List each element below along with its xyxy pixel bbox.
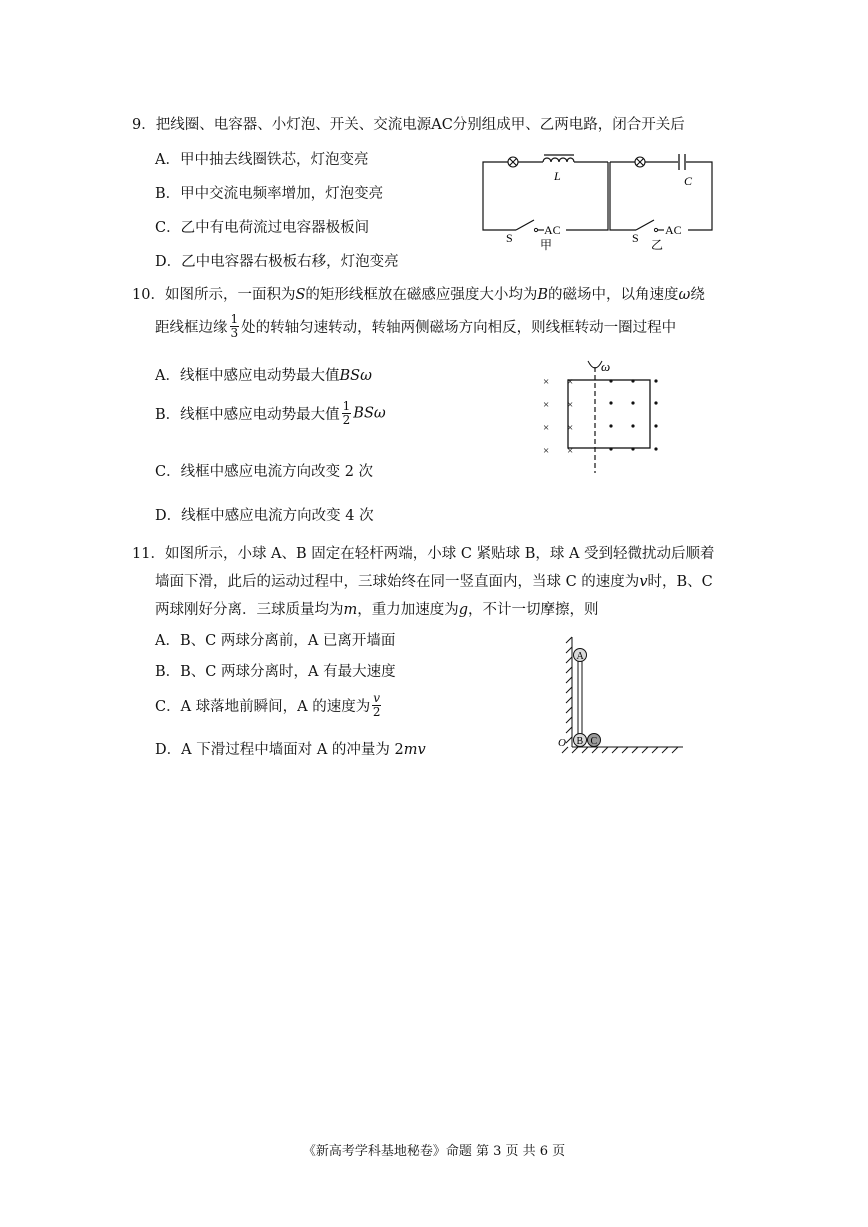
fraction-one-half: $\frac{1}{2}$ [342, 399, 351, 427]
q9-option-d: D．乙中电容器右极板右移，灯泡变亮 [155, 254, 399, 270]
cross-mark: × [567, 445, 574, 457]
page-footer: 《新高考学科基地秘卷》命题 第 3 页 共 6 页 [302, 1144, 566, 1159]
source-label-left: AC [544, 223, 561, 237]
capacitor-label: C [684, 174, 693, 188]
q11-stem-line3: 两球刚好分离．三球质量均为m，重力加速度为g，不计一切摩擦，则 [155, 602, 599, 618]
fraction-v-over-2: $\frac{v}{2}$ [372, 691, 381, 719]
caption-yi: 乙 [651, 238, 664, 252]
fraction-one-third: $\frac{1}{3}$ [230, 312, 239, 340]
omega-label: ω [601, 359, 611, 374]
switch-label-right: S [632, 231, 639, 245]
switch-label-left: S [506, 231, 513, 245]
floor-hatching [562, 747, 683, 753]
inductor-label: L [554, 169, 561, 183]
field-crosses [543, 376, 573, 457]
wall-hatching [566, 637, 572, 747]
capacitor-icon [679, 154, 685, 170]
q9-option-b: B．甲中交流电频率增加，灯泡变亮 [155, 186, 384, 202]
lamp-icon [635, 157, 645, 167]
q11-option-c: C．A 球落地前瞬间，A 的速度为 $\frac{v}{2}$ [155, 691, 381, 719]
cross-mark: × [543, 399, 550, 411]
cross-mark: × [543, 376, 550, 388]
light-rod [578, 657, 582, 735]
q10-option-d: D．线框中感应电流方向改变 4 次 [155, 508, 374, 524]
q10-option-c: C．线框中感应电流方向改变 2 次 [155, 464, 374, 480]
ball-a [574, 649, 587, 663]
q10-stem-line2: 距线框边缘 $\frac{1}{3}$ 处的转轴匀速转动，转轴两侧磁场方向相反，则线框转动一圈过程中 [155, 312, 677, 340]
q10-magnetic-field-figure [535, 355, 670, 475]
q11-stem-line1: 11．如图所示，小球 A、B 固定在轻杆两端，小球 C 紧贴球 B，球 A 受到轻微扰动后顺着 [132, 546, 715, 562]
circuit-yi [610, 162, 712, 230]
ball-c [588, 734, 601, 748]
q10-option-b: B．线框中感应电动势最大值 $\frac{1}{2}$ BSω [155, 399, 386, 427]
q10-stem-line1: 10．如图所示，一面积为S的矩形线框放在磁感应强度大小均为B的磁场中，以角速度ω绕 [132, 287, 705, 303]
q9-stem: 9．把线圈、电容器、小灯泡、开关、交流电源AC分别组成甲、乙两电路，闭合开关后 [132, 117, 685, 133]
q11-option-b: B．B、C 两球分离时，A 有最大速度 [155, 664, 396, 680]
cross-mark: × [567, 399, 574, 411]
circuit-jia [483, 162, 608, 230]
caption-jia: 甲 [540, 238, 553, 252]
cross-mark: × [543, 422, 550, 434]
cross-mark: × [567, 376, 574, 388]
rotation-arrow-icon [588, 361, 602, 368]
q11-wall-rod-figure [548, 635, 688, 760]
lamp-icon [508, 157, 518, 167]
inductor-icon [543, 155, 574, 162]
q9-circuit-figure [478, 150, 718, 255]
rectangular-coil [568, 380, 650, 448]
source-label-right: AC [665, 223, 682, 237]
q9-option-c: C．乙中有电荷流过电容器极板间 [155, 220, 370, 236]
svg-text:B: B [576, 736, 584, 747]
origin-label: O [558, 737, 566, 749]
q11-stem-line2: 墙面下滑，此后的运动过程中，三球始终在同一竖直面内，当球 C 的速度为v时，B、C [155, 574, 713, 590]
q11-option-d: D．A 下滑过程中墙面对 A 的冲量为 2mv [155, 742, 426, 758]
ball-b [574, 734, 587, 748]
svg-text:C: C [590, 736, 598, 747]
cross-mark: × [543, 445, 550, 457]
svg-text:A: A [576, 651, 584, 662]
q9-option-a: A．甲中抽去线圈铁芯，灯泡变亮 [155, 152, 369, 168]
q10-option-a: A．线框中感应电动势最大值BSω [155, 368, 372, 384]
q11-option-a: A．B、C 两球分离前，A 已离开墙面 [155, 633, 396, 649]
cross-mark: × [567, 422, 574, 434]
